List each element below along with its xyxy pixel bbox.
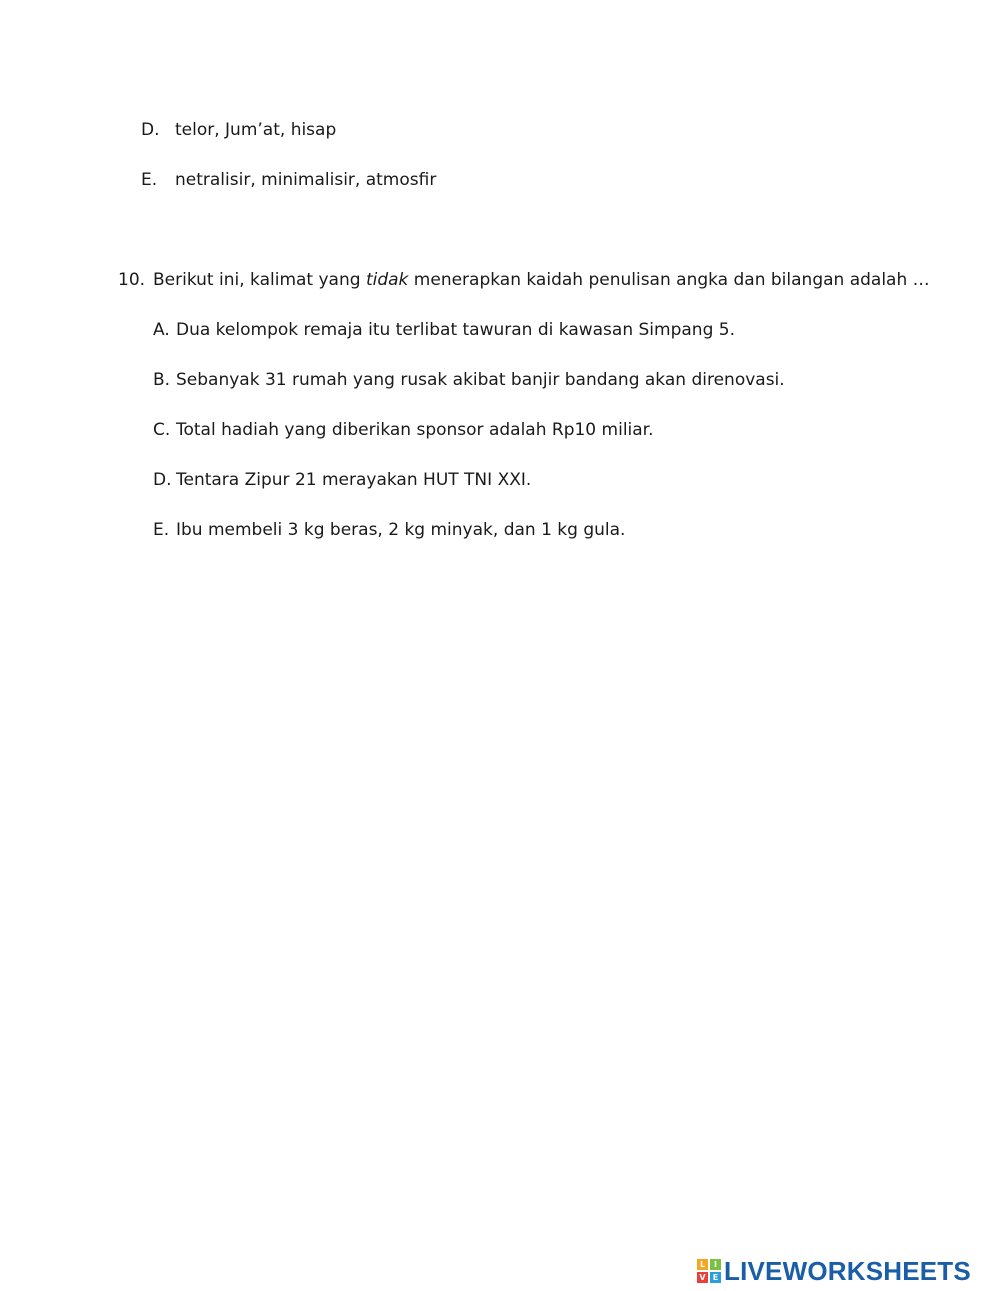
option-letter: E. [153, 520, 170, 540]
question-text-emphasis: tidak [365, 270, 409, 290]
option-e [153, 519, 625, 541]
option-letter: D. [141, 120, 160, 140]
option-e-prev [141, 169, 436, 191]
option-letter: D. [153, 470, 172, 490]
question-text-before: Berikut ini, kalimat yang [153, 270, 366, 290]
question-10 [118, 269, 930, 291]
option-text: Ibu membeli 3 kg beras, 2 kg minyak, dan 1 kg gula. [176, 520, 626, 540]
option-text: Total hadiah yang diberikan sponsor adalah Rp10 miliar. [176, 420, 654, 440]
option-text: Tentara Zipur 21 merayakan HUT TNI XXI. [176, 470, 532, 490]
logo-mark-tile: E [710, 1272, 721, 1283]
option-letter: C. [153, 420, 171, 440]
option-text: netralisir, minimalisir, atmosfir [175, 170, 437, 190]
option-letter: B. [153, 370, 171, 390]
option-d [153, 469, 531, 491]
option-letter: E. [141, 170, 158, 190]
option-c [153, 419, 654, 441]
option-b [153, 369, 785, 391]
logo-mark-tile: V [697, 1272, 708, 1283]
option-text: Sebanyak 31 rumah yang rusak akibat banjir bandang akan direnovasi. [176, 370, 785, 390]
liveworksheets-logo [697, 1255, 971, 1286]
option-text: telor, Jum’at, hisap [175, 120, 337, 140]
question-text-after: menerapkan kaidah penulisan angka dan bilangan adalah … [408, 270, 930, 290]
logo-mark-tile: L [697, 1259, 708, 1270]
option-a [153, 319, 735, 341]
logo-mark-tile: I [710, 1259, 721, 1270]
question-number: 10. [118, 270, 146, 290]
option-text: Dua kelompok remaja itu terlibat tawuran di kawasan Simpang 5. [176, 320, 735, 340]
option-d-prev [141, 119, 336, 141]
option-letter: A. [153, 320, 170, 340]
logo-mark-icon [697, 1259, 721, 1283]
logo-text: LIVEWORKSHEETS [724, 1255, 971, 1286]
